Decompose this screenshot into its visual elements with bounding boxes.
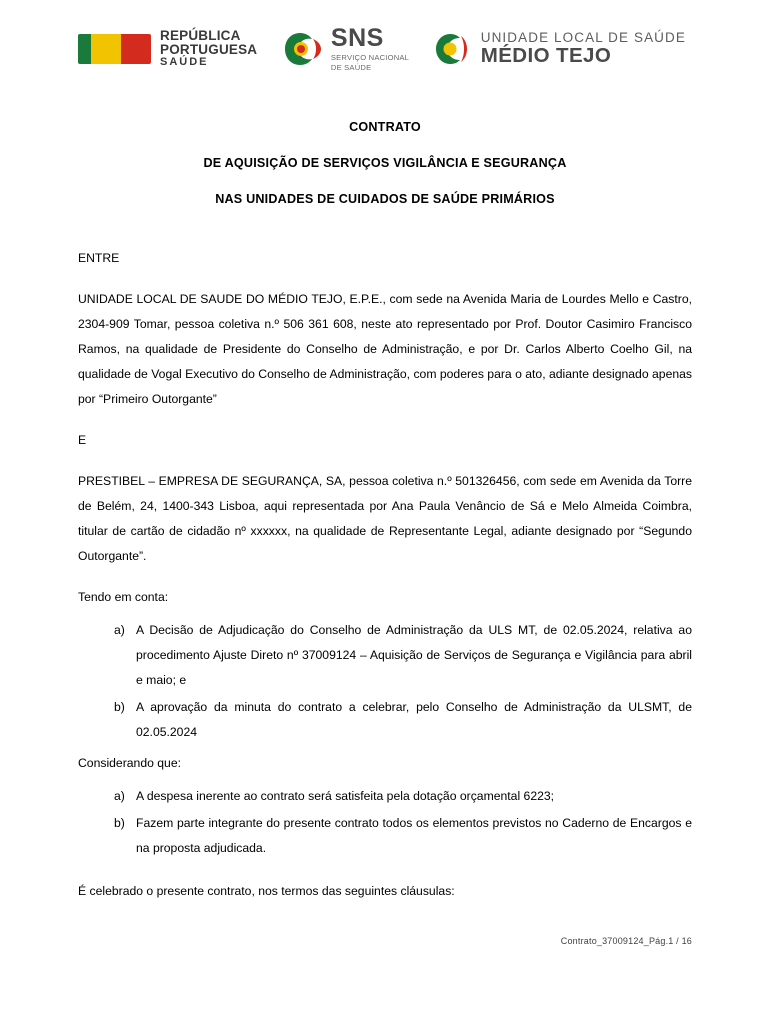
- title-line-3: NAS UNIDADES DE CUIDADOS DE SAÚDE PRIMÁRIOS: [215, 192, 555, 206]
- sns-logo: [279, 26, 409, 72]
- closing-paragraph: É celebrado o presente contrato, nos termos das seguintes cláusulas:: [78, 884, 455, 899]
- tendo-em-conta-list: [78, 618, 692, 745]
- e-label: E: [78, 433, 87, 448]
- republica-portuguesa-logo: [78, 29, 257, 69]
- list-marker: b): [114, 816, 125, 831]
- list-item-text: A despesa inerente ao contrato será satisfeita pela dotação orçamental 6223;: [136, 789, 555, 804]
- title-line-2: DE AQUISIÇÃO DE SERVIÇOS VIGILÂNCIA E SEGURANÇA: [203, 156, 567, 170]
- list-item-text: A aprovação da minuta do contrato a celebrar, pelo Conselho de Administração da ULSMT, de 02.05.2024: [136, 700, 692, 740]
- rp-line3: SAÚDE: [160, 56, 209, 69]
- list-item-text: A Decisão de Adjudicação do Conselho de Administração da ULS MT, de 02.05.2024, relativa ao procedimento Ajuste Direto nº 37009124 – Aquisição de Serviços de Segurança e Vigilância para abril e maio; e: [136, 623, 692, 688]
- list-item: [114, 784, 692, 809]
- considerando-label: Considerando que:: [78, 756, 181, 771]
- list-item: [114, 811, 692, 861]
- list-marker: a): [114, 789, 125, 804]
- sns-title: SNS: [330, 24, 384, 53]
- header-logo-bar: [78, 18, 692, 80]
- list-item: [114, 618, 692, 693]
- document-body: [78, 246, 692, 904]
- list-marker: b): [114, 700, 125, 715]
- page-footer: Contrato_37009124_Pág.1 / 16: [560, 936, 692, 946]
- uls-line1: UNIDADE LOCAL DE SAÚDE: [480, 29, 686, 45]
- list-item: [114, 695, 692, 745]
- rp-line2: PORTUGUESA: [160, 42, 258, 58]
- list-marker: a): [114, 623, 125, 638]
- uls-symbol-icon: [431, 29, 471, 69]
- sns-subtitle-line1: SERVIÇO NACIONAL: [330, 53, 410, 63]
- considerando-list: [78, 784, 692, 861]
- entre-label: ENTRE: [78, 251, 120, 265]
- rp-line1: REPÚBLICA: [160, 28, 241, 44]
- sns-subtitle-line2: DE SAÚDE: [330, 62, 372, 72]
- second-party-paragraph: PRESTIBEL – EMPRESA DE SEGURANÇA, SA, pessoa coletiva n.º 501326456, com sede em Avenida da Torre de Belém, 24, 1400-343 Lisboa, aqui representada por Ana Paula Venâncio de Sá e Melo Almeida Coimbra, titular de cartão de cidadão nº xxxxxx, na qualidade de Representante Legal, adiante designado por “Segundo Outorgante”.: [78, 474, 692, 564]
- title-line-1: CONTRATO: [349, 120, 421, 134]
- sns-text: [331, 26, 409, 72]
- uls-text: [481, 30, 686, 68]
- uls-medio-tejo-logo: [431, 29, 686, 69]
- portugal-flag-icon: [78, 34, 151, 64]
- list-item-text: Fazem parte integrante do presente contrato todos os elementos previstos no Caderno de Encargos e na proposta adjudicada.: [136, 816, 692, 856]
- document-title-block: [78, 120, 692, 206]
- sns-symbol-icon: [279, 29, 323, 69]
- republica-portuguesa-text: [160, 29, 257, 69]
- tendo-em-conta-label: Tendo em conta:: [78, 590, 169, 605]
- first-party-paragraph: UNIDADE LOCAL DE SAUDE DO MÉDIO TEJO, E.P.E., com sede na Avenida Maria de Lourdes Mello e Castro, 2304-909 Tomar, pessoa coletiva n.º 506 361 608, neste ato representado por Prof. Doutor Casimiro Francisco Ramos, na qualidade de Presidente do Conselho de Administração, e por Dr. Carlos Alberto Coelho Gil, na qualidade de Vogal Executivo do Conselho de Administração, com poderes para o ato, adiante designado apenas por “Primeiro Outorgante”: [78, 292, 692, 407]
- uls-line2: MÉDIO TEJO: [480, 44, 612, 68]
